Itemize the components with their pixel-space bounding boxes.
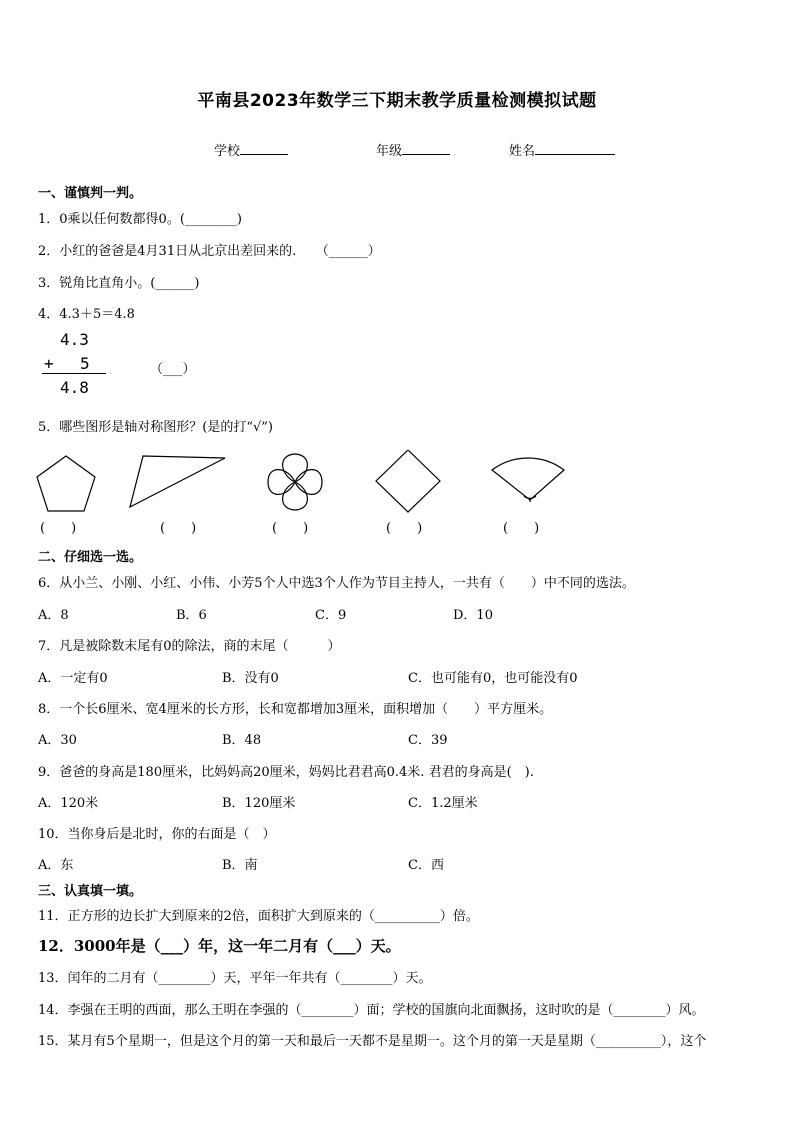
question-4: 4．4.3＋5＝4.8 (38, 307, 135, 322)
q6-option-a[interactable]: A．8 (38, 608, 69, 623)
shape-2-paren[interactable]: ( ) (160, 521, 197, 536)
name-label: 姓名 (509, 144, 536, 159)
question-14: 14．李强在王明的西面，那么王明在李强的（________）面；学校的国旗向北面飘扬，这时吹的是（________）风。 (38, 1003, 705, 1018)
question-12: 12．3000年是（___）年，这一年二月有（___）天。 (38, 937, 401, 955)
calc-rule (42, 373, 106, 374)
q10-option-a[interactable]: A．东 (38, 858, 74, 873)
calc-line-2: 5 (80, 354, 90, 373)
fan-shape (492, 458, 564, 502)
school-blank[interactable] (240, 141, 288, 155)
q10-option-c[interactable]: C．西 (408, 858, 444, 873)
section-2-heading: 二、仔细选一选。 (38, 550, 143, 565)
four-leaf-shape (268, 454, 322, 510)
section-3-heading: 三、认真填一填。 (38, 884, 143, 899)
q9-option-a[interactable]: A．120米 (38, 796, 99, 811)
question-11: 11．正方形的边长扩大到原来的2倍，面积扩大到原来的（__________）倍。 (38, 909, 479, 924)
q8-option-c[interactable]: C．39 (408, 733, 448, 748)
grade-field[interactable] (376, 140, 450, 159)
calc-plus: + (44, 354, 54, 373)
question-7: 7．凡是被除数末尾有0的除法，商的末尾（ ） (38, 639, 341, 654)
question-15: 15．某月有5个星期一，但是这个月的第一天和最后一天都不是星期一。这个月的第一天是星期（__________），这个 (38, 1034, 707, 1049)
question-10: 10．当你身后是北时，你的右面是（ ） (38, 827, 276, 842)
triangle-shape (130, 456, 225, 507)
shape-1-paren[interactable]: ( ) (40, 521, 77, 536)
diamond-shape (376, 450, 440, 512)
q6-option-b[interactable]: B．6 (176, 608, 207, 623)
shape-5-paren[interactable]: ( ) (503, 521, 540, 536)
question-6: 6．从小兰、小刚、小红、小伟、小芳5个人中选3个人作为节目主持人，一共有（ ）中不同的选法。 (38, 576, 635, 591)
page-title: 平南县2023年数学三下期末教学质量检测模拟试题 (197, 91, 597, 111)
shape-3-paren[interactable]: ( ) (272, 521, 309, 536)
q7-option-b[interactable]: B．没有0 (222, 671, 279, 686)
question-5: 5．哪些图形是轴对称图形？(是的打“√”) (38, 420, 273, 435)
q7-option-a[interactable]: A．一定有0 (38, 671, 108, 686)
question-1: 1．0乘以任何数都得0。(________) (38, 212, 242, 227)
grade-blank[interactable] (402, 141, 450, 155)
calc-answer-paren[interactable]: （___） (150, 362, 196, 377)
q8-option-b[interactable]: B．48 (222, 733, 262, 748)
name-blank[interactable] (535, 141, 615, 155)
q9-option-b[interactable]: B．120厘米 (222, 796, 296, 811)
school-field[interactable] (214, 140, 288, 159)
calc-line-3: 4.8 (60, 378, 89, 397)
name-field[interactable] (509, 140, 615, 159)
calc-line-1: 4.3 (60, 330, 89, 349)
q6-option-d[interactable]: D．10 (453, 608, 493, 623)
school-label: 学校 (214, 144, 241, 159)
question-2: 2．小红的爸爸是4月31日从北京出差回来的. （______） (38, 244, 381, 259)
q6-option-c[interactable]: C．9 (315, 608, 347, 623)
question-9: 9．爸爸的身高是180厘米，比妈妈高20厘米，妈妈比君君高0.4米. 君君的身高是( ). (38, 765, 534, 780)
q7-option-c[interactable]: C．也可能有0，也可能没有0 (408, 671, 578, 686)
question-13: 13．闰年的二月有（________）天，平年一年共有（________）天。 (38, 971, 432, 986)
shapes-row (30, 450, 770, 520)
q10-option-b[interactable]: B．南 (222, 858, 258, 873)
q8-option-a[interactable]: A．30 (38, 733, 77, 748)
pentagon-shape (37, 456, 95, 511)
q9-option-c[interactable]: C．1.2厘米 (408, 796, 478, 811)
section-1-heading: 一、谨慎判一判。 (38, 186, 143, 201)
question-3: 3．锐角比直角小。(______) (38, 276, 200, 291)
grade-label: 年级 (376, 144, 403, 159)
shape-4-paren[interactable]: ( ) (386, 521, 423, 536)
question-8: 8．一个长6厘米、宽4厘米的长方形，长和宽都增加3厘米，面积增加（ ）平方厘米。 (38, 702, 553, 717)
